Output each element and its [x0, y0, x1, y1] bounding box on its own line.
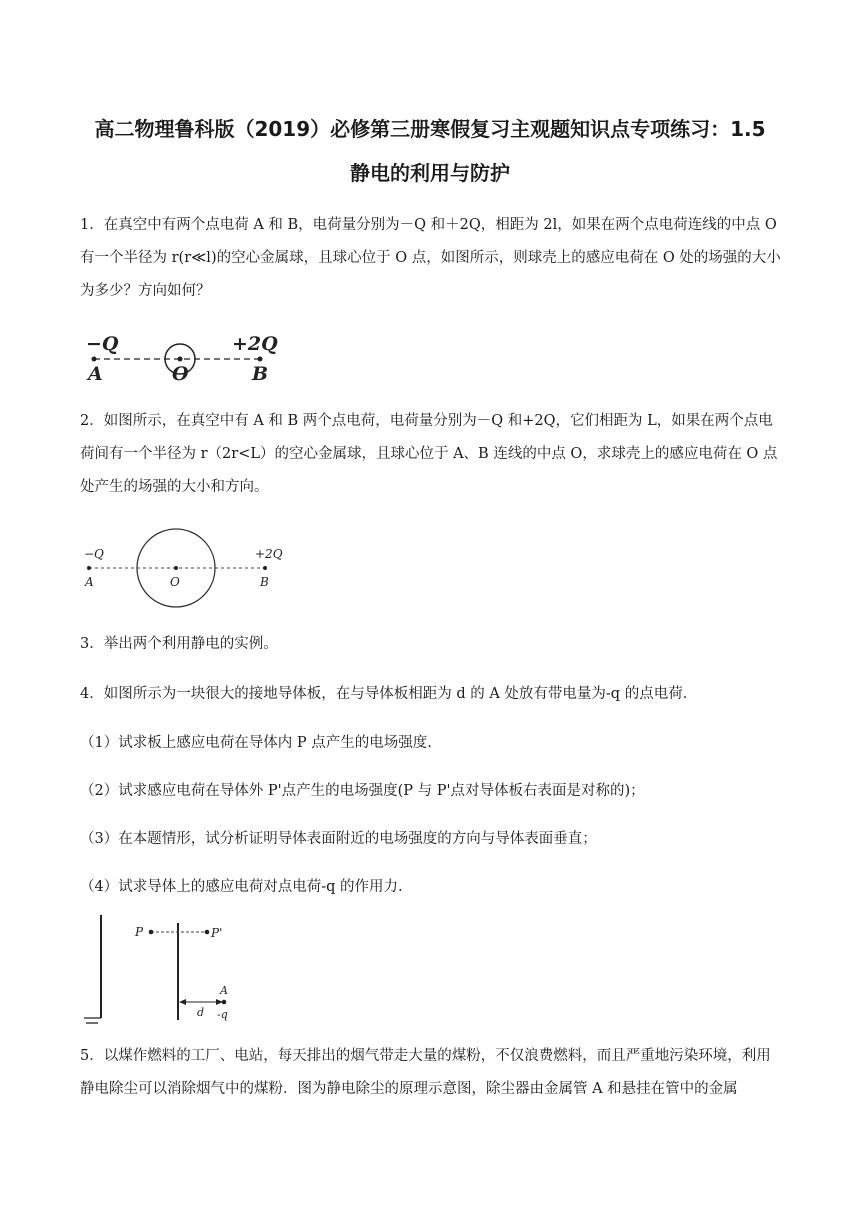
fig3-label-a: A: [220, 984, 228, 997]
question-4-part-2: （2）试求感应电荷在导体外 P'点产生的电场强度(P 与 P'点对导体板右表面是对称的)；: [80, 783, 645, 799]
fig1-label-o: O: [172, 363, 189, 385]
fig2-point-b: [263, 566, 267, 570]
fig3-label-d: d: [197, 1006, 205, 1019]
question-2: 2．如图所示，在真空中有 A 和 B 两个点电荷，电荷量分别为－Q 和+2Q，它们相距为 L，如果在两个点电荷间有一个半径为 r（2r<L）的空心金属球，且球心位于 A、B 连线的中点 O，求球壳上的感应电荷在 O 点处产生的场强的大小和方向。: [80, 413, 778, 495]
question-3: 3．举出两个利用静电的实例。: [80, 636, 278, 652]
fig3-arrowhead-left: [179, 999, 186, 1005]
fig1-point-o: [178, 357, 183, 362]
fig3-label-q: -q: [217, 1008, 228, 1021]
fig2-left-charge: −Q: [84, 547, 104, 561]
fig1-label-b: B: [252, 363, 269, 385]
question-4: 4．如图所示为一块很大的接地导体板，在与导体板相距为 d 的 A 处放有带电量为-q 的点电荷．: [80, 686, 698, 702]
fig1-point-a: [92, 357, 97, 362]
fig1-label-a: A: [88, 363, 103, 385]
fig2-label-o: O: [170, 575, 180, 589]
fig3-point-p: [149, 930, 154, 935]
document-title-line-2: 静电的利用与防护: [350, 161, 510, 185]
fig1-point-b: [258, 357, 263, 362]
figure-1-diagram: [80, 330, 280, 385]
fig2-label-a: A: [85, 575, 94, 589]
document-title-line-1: 高二物理鲁科版（2019）必修第三册寒假复习主观题知识点专项练习：1.5: [94, 117, 766, 141]
fig2-point-o: [174, 566, 178, 570]
question-4-part-4: （4）试求导体上的感应电荷对点电荷-q 的作用力.: [80, 879, 403, 895]
fig2-point-a: [87, 566, 91, 570]
question-5: 5．以煤作燃料的工厂、电站，每天排出的烟气带走大量的煤粉，不仅浪费燃料，而且严重地污染环境，利用静电除尘可以消除烟气中的煤粉．图为静电除尘的原理示意图，除尘器由金属管 A 和悬挂在管中的金属: [80, 1048, 771, 1097]
fig3-label-p-prime: P': [211, 926, 223, 940]
question-4-part-1: （1）试求板上感应电荷在导体内 P 点产生的电场强度.: [80, 735, 432, 751]
figure-2-diagram: [80, 528, 300, 608]
fig3-point-p-prime: [205, 930, 210, 935]
figure-3-diagram: [76, 910, 246, 1035]
fig3-label-p: P: [135, 925, 144, 939]
fig1-left-charge: −Q: [86, 333, 119, 355]
fig2-label-b: B: [260, 575, 269, 589]
question-4-part-3: （3）在本题情形，试分析证明导体表面附近的电场强度的方向与导体表面垂直；: [80, 831, 597, 847]
fig1-right-charge: +2Q: [232, 333, 278, 355]
fig3-point-a: [222, 1000, 227, 1005]
fig2-right-charge: +2Q: [255, 547, 283, 561]
question-1: 1．在真空中有两个点电荷 A 和 B，电荷量分别为－Q 和＋2Q，相距为 2l，如果在两个点电荷连线的中点 O 有一个半径为 r(r≪l)的空心金属球，且球心位于 O 点，如图所示，则球壳上的感应电荷在 O 处的场强的大小为多少？方向如何？: [80, 217, 781, 299]
